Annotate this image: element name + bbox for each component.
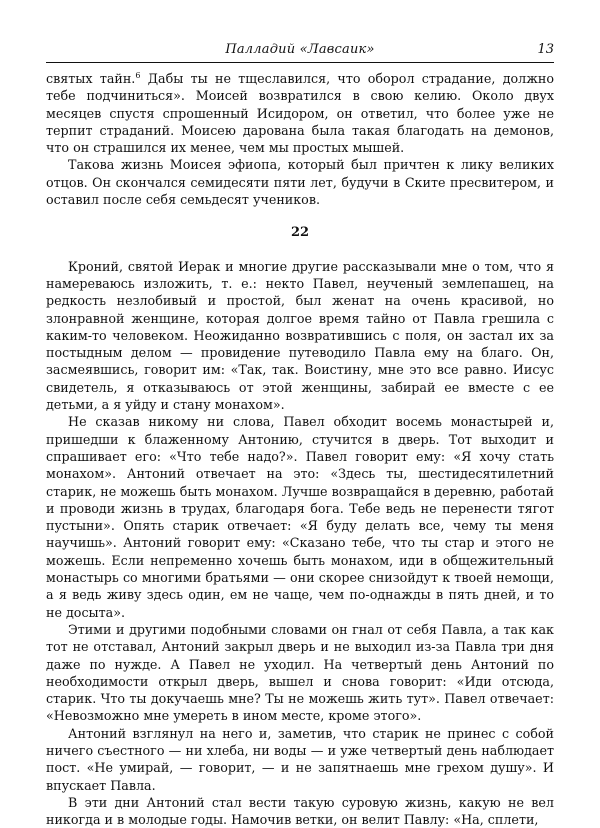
footnote-marker: 6 bbox=[135, 71, 141, 80]
closing-paragraph: Такова жизнь Моисея эфиопа, который был причтен к лику великих отцов. Он скончался семидесяти пяти лет, будучи в Ските пресвитером, и оставил после себя семьдесят учеников. bbox=[46, 157, 554, 208]
running-header bbox=[46, 42, 554, 63]
intro-paragraph bbox=[46, 70, 554, 156]
header-title: Палладий «Лавсаик» bbox=[225, 42, 375, 57]
paragraph: В эти дни Антоний стал вести такую суровую жизнь, какую не вел никогда и в молодые годы. Намочив ветки, он велит Павлу: «На, сплети, bbox=[46, 794, 554, 828]
text-body bbox=[46, 70, 554, 828]
paragraph: Этими и другими подобными словами он гнал от себя Павла, а так как тот не отставал, Антоний закрыл дверь и не выходил из-за Павла три дня даже по нужде. А Павел не уходил. На четвертый день Антоний по необходимости открыл дверь, вышел и снова говорит: «Иди отсюда, старик. Что ты докучаешь мне? Ты не можешь жить тут». Павел отвечает: «Невозможно мне умереть в ином месте, кроме этого». bbox=[46, 621, 554, 724]
intro-text-start: святых тайн. bbox=[46, 71, 136, 86]
paragraph: Антоний взглянул на него и, заметив, что старик не принес с собой ничего съестного — ни хлеба, ни воды — и уже четвертый день наблюдает пост. «Не умирай, — говорит, — и не запятнаешь мне грехом душу». И впускает Павла. bbox=[46, 725, 554, 793]
paragraph: Кроний, святой Иерак и многие другие рассказывали мне о том, что я намереваюсь изложить, т. е.: некто Павел, неученый землепашец, на редкость незлобивый и простой, был женат на очень красивой, но злонравной женщине, которая долгое время тайно от Павла грешила с каким-то человеком. Неожиданно возвратившись с поля, он застал их за постыдным делом — провидение путеводило Павла ему на благо. Он, засмеявшись, говорит им: «Так, так. Воистину, мне это все равно. Иисус свидетель, я отказываюсь от этой женщины, забирай ее вместе с ее детьми, а я уйду и стану монахом». bbox=[46, 258, 554, 413]
paragraph: Не сказав никому ни слова, Павел обходит восемь монастырей и, пришедши к блаженному Антонию, стучится в дверь. Тот выходит и спрашивает его: «Что тебе надо?». Павел говорит ему: «Я хочу стать монахом». Антоний отвечает на это: «Здесь ты, шестидесятилетний старик, не можешь быть монахом. Лучше возвращайся в деревню, работай и проводи жизнь в трудах, благодаря бога. Тебе ведь не перенести тягот пустыни». Опять старик отвечает: «Я буду делать все, чему ты меня научишь». Антоний говорит ему: «Сказано тебе, что ты стар и этого не можешь. Если непременно хочешь быть монахом, иди в общежительный монастырь со многими братьями — они скорее снизойдут к твоей немощи, а я ведь живу здесь один, ем не чаще, чем по-однажды в пять дней, и то не досыта». bbox=[46, 414, 554, 620]
page-number: 13 bbox=[537, 42, 554, 57]
chapter-number: 22 bbox=[290, 225, 310, 241]
intro-text-rest: Дабы ты не тщеславился, что оборол страдание, должно тебе подчиниться». Моисей возвратился в свою келию. Около двух месяцев спустя спрошенный Исидором, он ответил, что более уже не терпит страданий. Моисею дарована была такая благодать на демонов, что он страшился их менее, чем мы простых мышей. bbox=[46, 71, 554, 156]
